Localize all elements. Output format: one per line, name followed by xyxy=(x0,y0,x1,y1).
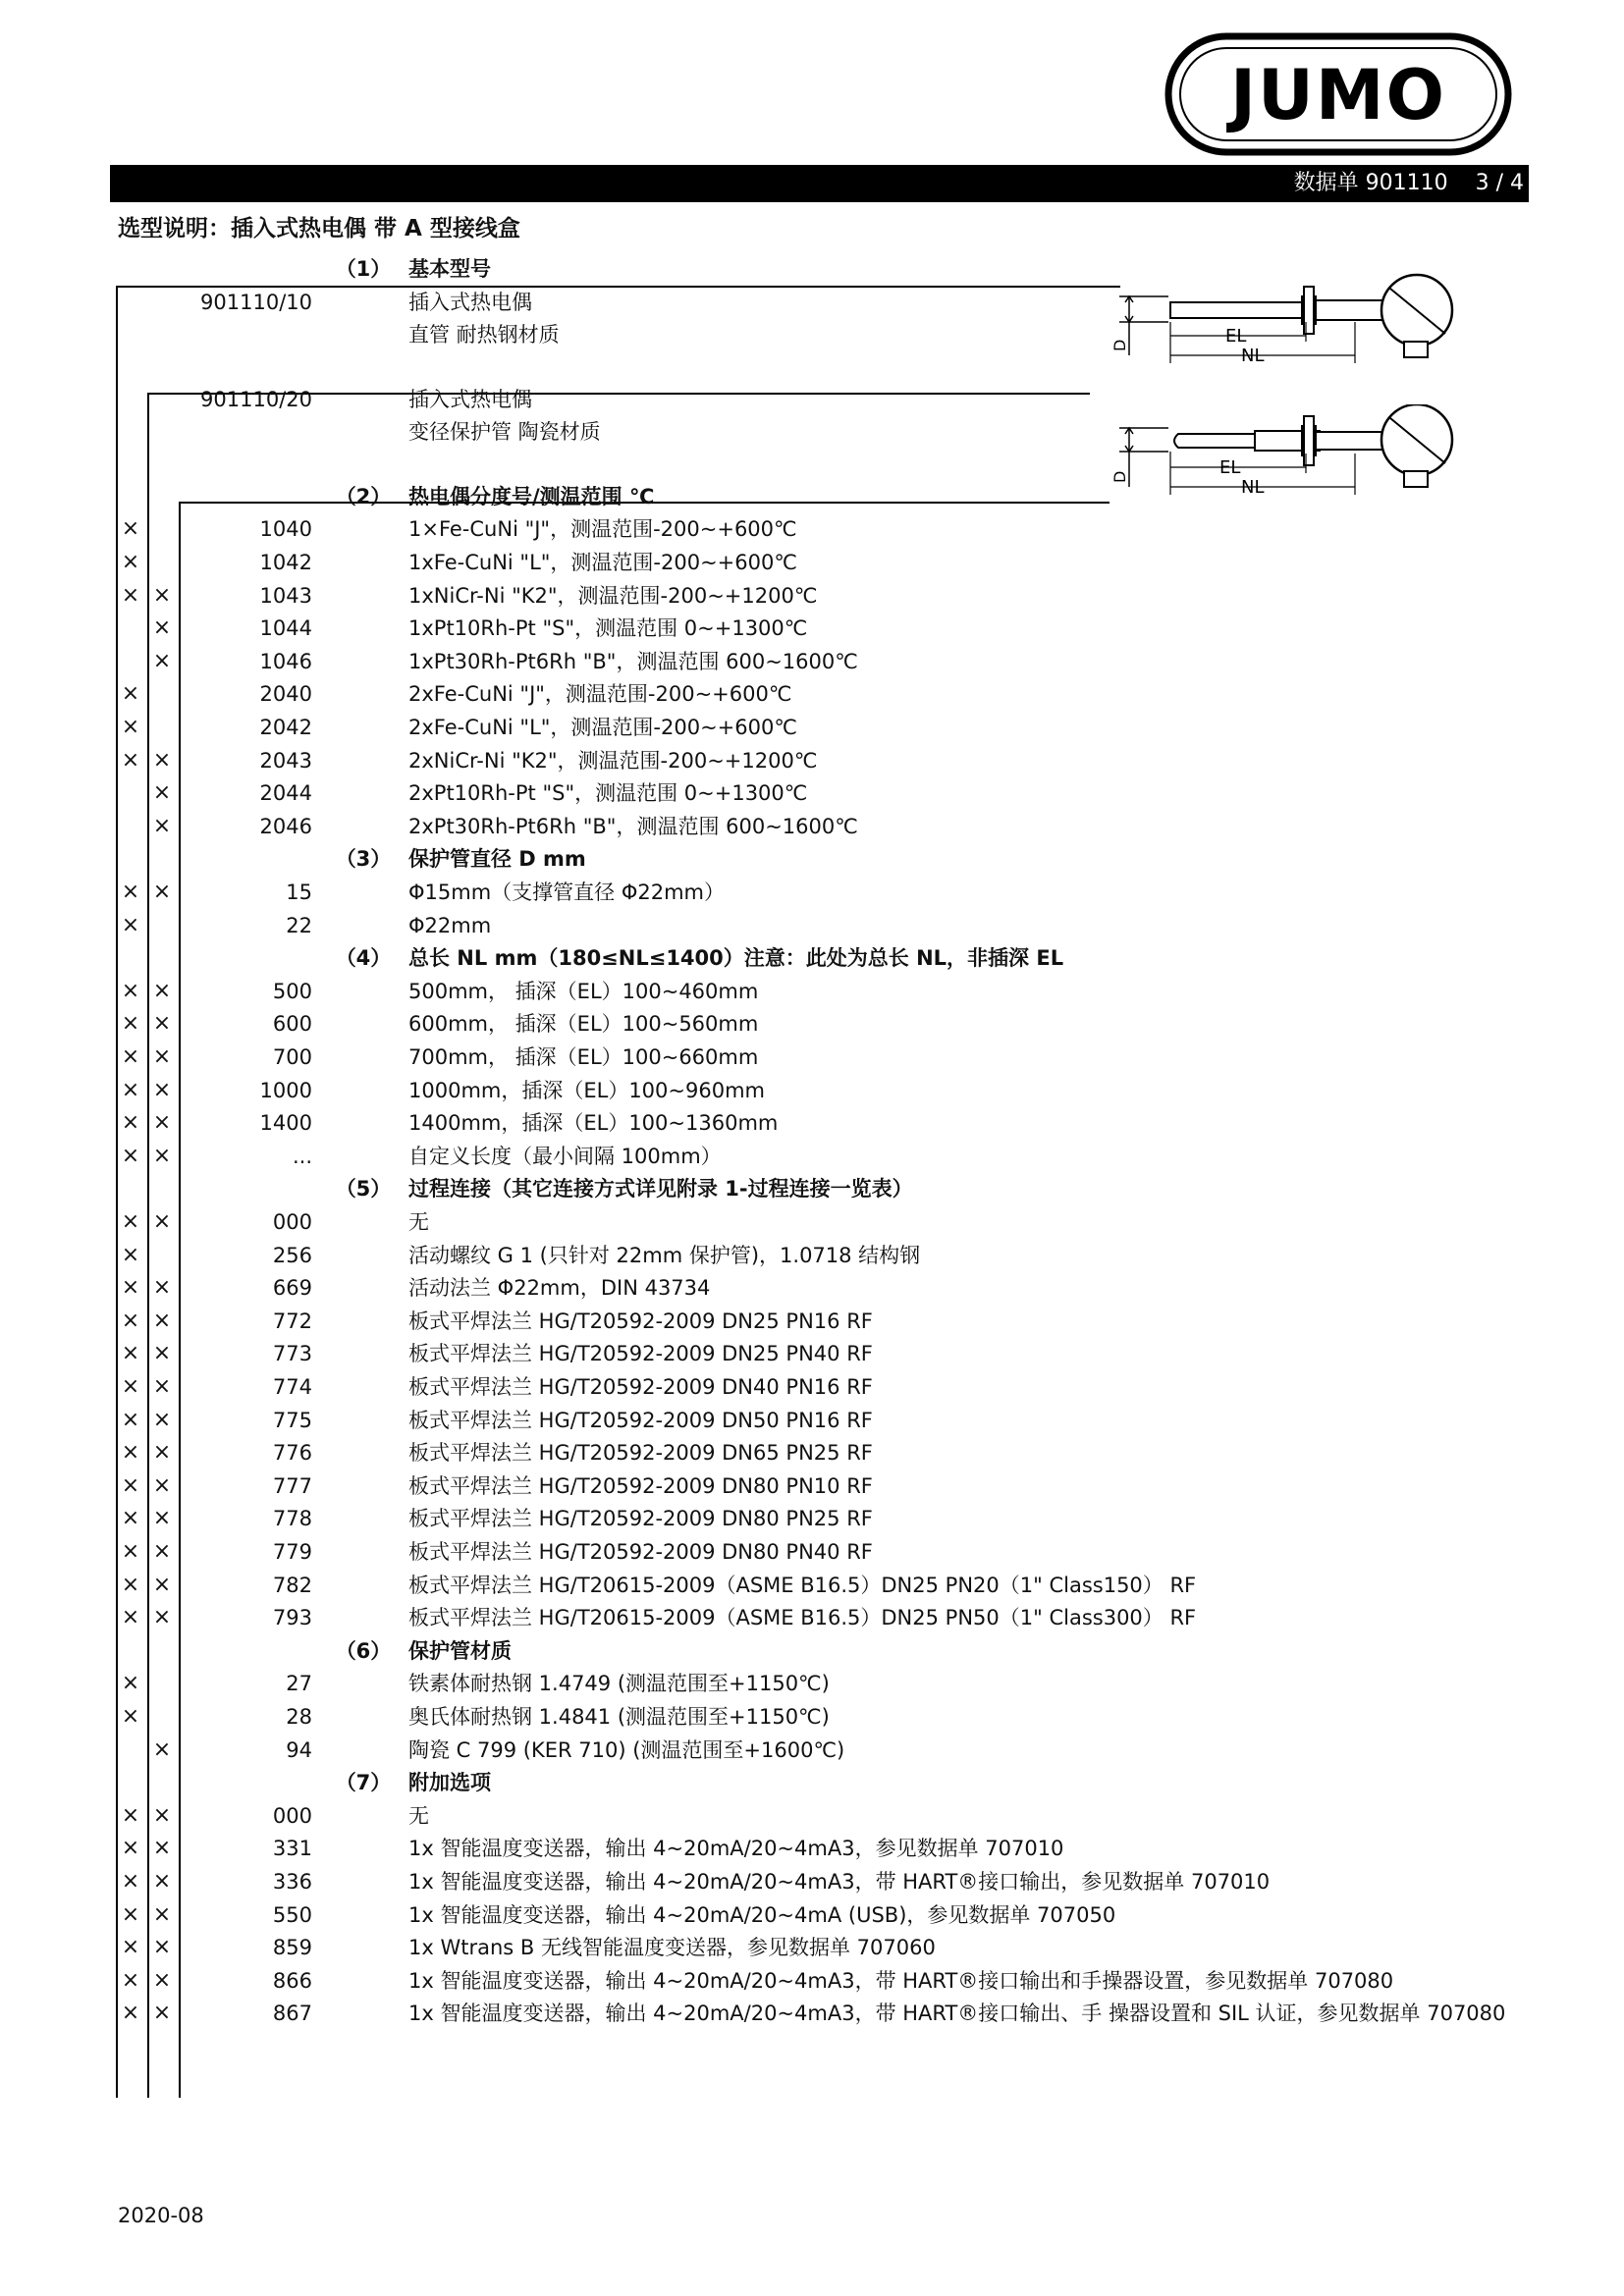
option-code: 777 xyxy=(272,1474,312,1498)
option-code: 866 xyxy=(272,1969,312,1993)
availability-mark-901110-10: × xyxy=(121,1011,140,1036)
availability-mark-901110-10: × xyxy=(121,1308,140,1333)
availability-mark-901110-10: × xyxy=(121,1506,140,1530)
option-row xyxy=(0,318,1624,351)
option-code: 1046 xyxy=(259,650,312,673)
option-description: 1xNiCr-Ni "K2"，测温范围-200~+1200℃ xyxy=(408,584,818,608)
option-code: 000 xyxy=(272,1210,312,1234)
availability-mark-901110-20: × xyxy=(152,1408,172,1432)
option-description: 活动法兰 Φ22mm，DIN 43734 xyxy=(408,1276,711,1300)
option-description: 板式平焊法兰 HG/T20592-2009 DN80 PN10 RF xyxy=(408,1474,873,1498)
option-description: 插入式热电偶 xyxy=(408,388,532,411)
option-code: 600 xyxy=(272,1012,312,1036)
option-code: 2043 xyxy=(259,749,312,773)
option-code: 901110/10 xyxy=(200,291,312,314)
option-description: 板式平焊法兰 HG/T20615-2009（ASME B16.5）DN25 PN50（1" Class300） RF xyxy=(408,1606,1197,1629)
availability-mark-901110-10: × xyxy=(121,748,140,773)
option-code: 1044 xyxy=(259,616,312,640)
option-row xyxy=(0,1239,1624,1272)
option-code: ... xyxy=(292,1145,312,1168)
section-heading-row xyxy=(0,252,1624,286)
option-description: 板式平焊法兰 HG/T20592-2009 DN25 PN16 RF xyxy=(408,1309,873,1333)
availability-mark-901110-20: × xyxy=(152,583,172,608)
jumo-logo xyxy=(1164,32,1512,156)
availability-mark-901110-10: × xyxy=(121,1968,140,1993)
availability-mark-901110-20: × xyxy=(152,780,172,805)
option-row xyxy=(0,1601,1624,1634)
option-description: 1x 智能温度变送器，输出 4~20mA/20~4mA3，参见数据单 707010 xyxy=(408,1837,1064,1860)
option-description: 板式平焊法兰 HG/T20592-2009 DN40 PN16 RF xyxy=(408,1375,873,1399)
option-description: 500mm， 插深（EL）100~460mm xyxy=(408,980,759,1003)
option-row xyxy=(0,677,1624,711)
svg-text:EL: EL xyxy=(1219,457,1241,478)
availability-mark-901110-10: × xyxy=(121,516,140,541)
section-heading: 基本型号 xyxy=(408,257,491,281)
availability-mark-901110-20: × xyxy=(152,1605,172,1629)
availability-mark-901110-20: × xyxy=(152,1144,172,1168)
option-code: 2044 xyxy=(259,781,312,805)
availability-mark-901110-10: × xyxy=(121,1275,140,1300)
option-description: 无 xyxy=(408,1804,429,1828)
option-description: 2xPt10Rh-Pt "S"，测温范围 0~+1300℃ xyxy=(408,781,808,805)
svg-text:NL: NL xyxy=(1241,477,1265,498)
availability-mark-901110-10: × xyxy=(121,1935,140,1959)
option-code: 782 xyxy=(272,1574,312,1597)
section-heading: 附加选项 xyxy=(408,1771,491,1794)
availability-mark-901110-20: × xyxy=(152,1869,172,1894)
availability-mark-901110-20: × xyxy=(152,1011,172,1036)
option-row xyxy=(0,909,1624,942)
availability-mark-901110-10: × xyxy=(121,2001,140,2025)
option-row xyxy=(0,1271,1624,1305)
option-row xyxy=(0,1502,1624,1535)
option-code: 22 xyxy=(286,914,312,937)
option-row xyxy=(0,744,1624,777)
option-code: 500 xyxy=(272,980,312,1003)
option-code: 669 xyxy=(272,1276,312,1300)
logo-text: JUMO xyxy=(1229,55,1447,135)
option-code: 773 xyxy=(272,1342,312,1365)
option-description: 1xPt30Rh-Pt6Rh "B"，测温范围 600~1600℃ xyxy=(408,650,858,673)
option-row xyxy=(0,876,1624,909)
availability-mark-901110-20: × xyxy=(152,1275,172,1300)
section-number: （3） xyxy=(335,847,392,871)
option-description: 1x Wtrans B 无线智能温度变送器，参见数据单 707060 xyxy=(408,1936,936,1959)
availability-mark-901110-10: × xyxy=(121,1671,140,1695)
option-row xyxy=(0,1964,1624,1998)
option-code: 901110/20 xyxy=(200,388,312,411)
option-row xyxy=(0,383,1624,416)
availability-mark-901110-10: × xyxy=(121,1836,140,1860)
option-code: 27 xyxy=(286,1672,312,1695)
option-row xyxy=(0,1140,1624,1173)
availability-mark-901110-20: × xyxy=(152,615,172,640)
option-row xyxy=(0,1041,1624,1074)
option-description: Φ15mm（支撑管直径 Φ22mm） xyxy=(408,881,726,904)
option-code: 776 xyxy=(272,1441,312,1465)
option-row xyxy=(0,645,1624,678)
option-row xyxy=(0,1931,1624,1964)
section-heading: 过程连接（其它连接方式详见附录 1-过程连接一览表） xyxy=(408,1177,913,1201)
option-code: 774 xyxy=(272,1375,312,1399)
option-description: 2xFe-CuNi "L"，测温范围-200~+600℃ xyxy=(408,716,797,739)
option-description: 2xFe-CuNi "J"，测温范围-200~+600℃ xyxy=(408,682,792,706)
availability-mark-901110-10: × xyxy=(121,1078,140,1102)
availability-mark-901110-10: × xyxy=(121,1408,140,1432)
section-heading: 热电偶分度号/测温范围 ℃ xyxy=(408,485,655,508)
option-row xyxy=(0,1832,1624,1865)
option-description: 板式平焊法兰 HG/T20592-2009 DN50 PN16 RF xyxy=(408,1409,873,1432)
option-description: 1x 智能温度变送器，输出 4~20mA/20~4mA3，带 HART®接口输出，参见数据单 707010 xyxy=(408,1870,1271,1894)
availability-mark-901110-10: × xyxy=(121,1473,140,1498)
label-d: D xyxy=(1110,339,1129,351)
option-row xyxy=(0,1074,1624,1107)
option-code: 793 xyxy=(272,1606,312,1629)
section-number: （6） xyxy=(335,1639,392,1663)
availability-mark-901110-20: × xyxy=(152,1935,172,1959)
option-row xyxy=(0,1436,1624,1469)
option-description: 奥氏体耐热钢 1.4841 (测温范围至+1150℃) xyxy=(408,1705,830,1729)
option-row xyxy=(0,1337,1624,1370)
option-row xyxy=(0,1007,1624,1041)
option-code: 778 xyxy=(272,1507,312,1530)
availability-mark-901110-20: × xyxy=(152,1902,172,1927)
option-description: 直管 耐热钢材质 xyxy=(408,323,560,347)
option-description: 1xPt10Rh-Pt "S"，测温范围 0~+1300℃ xyxy=(408,616,808,640)
section-heading-row xyxy=(0,941,1624,975)
document-number: 数据单 901110 3 / 4 xyxy=(1293,171,1524,195)
option-description: 板式平焊法兰 HG/T20592-2009 DN65 PN25 RF xyxy=(408,1441,873,1465)
section-number: （1） xyxy=(335,257,392,281)
option-row xyxy=(0,415,1624,449)
option-description: 2xPt30Rh-Pt6Rh "B"，测温范围 600~1600℃ xyxy=(408,815,858,838)
option-description: 1x 智能温度变送器，输出 4~20mA/20~4mA3，带 HART®接口输出和手操器设置，参见数据单 707080 xyxy=(408,1969,1394,1993)
availability-mark-901110-10: × xyxy=(121,715,140,739)
footer-date: 2020-08 xyxy=(118,2204,204,2227)
availability-mark-901110-10: × xyxy=(121,681,140,706)
option-row xyxy=(0,612,1624,645)
section-number: （5） xyxy=(335,1177,392,1201)
option-row xyxy=(0,1865,1624,1898)
availability-mark-901110-20: × xyxy=(152,1473,172,1498)
option-code: 2046 xyxy=(259,815,312,838)
section-heading: 保护管材质 xyxy=(408,1639,512,1663)
section-heading: 总长 NL mm（180≤NL≤1400）注意：此处为总长 NL，非插深 EL xyxy=(408,946,1064,970)
option-description: 1400mm，插深（EL）100~1360mm xyxy=(408,1111,779,1135)
availability-mark-901110-20: × xyxy=(152,1803,172,1828)
availability-mark-901110-10: × xyxy=(121,979,140,1003)
availability-mark-901110-20: × xyxy=(152,2001,172,2025)
availability-mark-901110-20: × xyxy=(152,748,172,773)
option-description: 变径保护管 陶瓷材质 xyxy=(408,420,601,444)
option-code: 1042 xyxy=(259,551,312,574)
availability-mark-901110-20: × xyxy=(152,979,172,1003)
option-description: 1x 智能温度变送器，输出 4~20mA/20~4mA3，带 HART®接口输出、手 操器设置和 SIL 认证，参见数据单 707080 xyxy=(408,2002,1506,2025)
option-row xyxy=(0,810,1624,843)
availability-mark-901110-10: × xyxy=(121,1440,140,1465)
section-heading-row xyxy=(0,1172,1624,1205)
option-description: 插入式热电偶 xyxy=(408,291,532,314)
option-row xyxy=(0,975,1624,1008)
label-nl: NL xyxy=(1241,346,1265,366)
option-row xyxy=(0,711,1624,744)
option-code: 336 xyxy=(272,1870,312,1894)
option-row xyxy=(0,286,1624,319)
option-code: 1040 xyxy=(259,517,312,541)
option-code: 2042 xyxy=(259,716,312,739)
option-row xyxy=(0,1535,1624,1569)
availability-mark-901110-20: × xyxy=(152,1341,172,1365)
availability-mark-901110-20: × xyxy=(152,1968,172,1993)
option-code: 15 xyxy=(286,881,312,904)
option-code: 1000 xyxy=(259,1079,312,1102)
option-code: 859 xyxy=(272,1936,312,1959)
option-row xyxy=(0,1205,1624,1239)
option-description: 板式平焊法兰 HG/T20592-2009 DN80 PN25 RF xyxy=(408,1507,873,1530)
option-description: Φ22mm xyxy=(408,914,492,937)
availability-mark-901110-10: × xyxy=(121,1573,140,1597)
availability-mark-901110-10: × xyxy=(121,1374,140,1399)
availability-mark-901110-10: × xyxy=(121,1704,140,1729)
option-row xyxy=(0,512,1624,546)
option-code: 700 xyxy=(272,1045,312,1069)
option-row xyxy=(0,776,1624,810)
availability-mark-901110-20: × xyxy=(152,1110,172,1135)
option-code: 331 xyxy=(272,1837,312,1860)
availability-mark-901110-20: × xyxy=(152,1078,172,1102)
availability-mark-901110-20: × xyxy=(152,1573,172,1597)
option-description: 1x 智能温度变送器，输出 4~20mA/20~4mA (USB)，参见数据单 707050 xyxy=(408,1903,1116,1927)
option-row xyxy=(0,546,1624,579)
label-el: EL xyxy=(1225,326,1247,347)
option-description: 陶瓷 C 799 (KER 710) (测温范围至+1600℃) xyxy=(408,1738,845,1762)
section-heading-row xyxy=(0,1634,1624,1668)
option-row xyxy=(0,1700,1624,1734)
section-heading-row xyxy=(0,1766,1624,1799)
availability-mark-901110-20: × xyxy=(152,1308,172,1333)
option-description: 自定义长度（最小间隔 100mm） xyxy=(408,1145,722,1168)
section-number: （2） xyxy=(335,485,392,508)
availability-mark-901110-10: × xyxy=(121,1144,140,1168)
availability-mark-901110-20: × xyxy=(152,1737,172,1762)
option-code: 867 xyxy=(272,2002,312,2025)
section-heading-row xyxy=(0,842,1624,876)
availability-mark-901110-10: × xyxy=(121,550,140,574)
option-code: 256 xyxy=(272,1244,312,1267)
option-row xyxy=(0,1799,1624,1833)
availability-mark-901110-20: × xyxy=(152,1440,172,1465)
option-row xyxy=(0,1370,1624,1404)
option-description: 1000mm，插深（EL）100~960mm xyxy=(408,1079,765,1102)
availability-mark-901110-20: × xyxy=(152,1836,172,1860)
option-row xyxy=(0,1734,1624,1767)
section-title: 选型说明：插入式热电偶 带 A 型接线盒 xyxy=(118,216,520,241)
option-description: 板式平焊法兰 HG/T20592-2009 DN25 PN40 RF xyxy=(408,1342,873,1365)
option-row xyxy=(0,579,1624,613)
option-description: 700mm， 插深（EL）100~660mm xyxy=(408,1045,759,1069)
option-row xyxy=(0,1667,1624,1700)
option-row xyxy=(0,1997,1624,2063)
availability-mark-901110-10: × xyxy=(121,1243,140,1267)
section-heading: 保护管直径 D mm xyxy=(408,847,586,871)
availability-mark-901110-10: × xyxy=(121,1110,140,1135)
option-row xyxy=(0,1106,1624,1140)
option-code: 2040 xyxy=(259,682,312,706)
option-description: 600mm， 插深（EL）100~560mm xyxy=(408,1012,759,1036)
option-row xyxy=(0,1404,1624,1437)
option-code: 775 xyxy=(272,1409,312,1432)
availability-mark-901110-20: × xyxy=(152,1539,172,1564)
option-code: 1043 xyxy=(259,584,312,608)
availability-mark-901110-20: × xyxy=(152,649,172,673)
availability-mark-901110-20: × xyxy=(152,880,172,904)
option-row xyxy=(0,1898,1624,1932)
availability-mark-901110-20: × xyxy=(152,814,172,838)
availability-mark-901110-10: × xyxy=(121,1869,140,1894)
option-description: 板式平焊法兰 HG/T20615-2009（ASME B16.5）DN25 PN20（1" Class150） RF xyxy=(408,1574,1197,1597)
option-description: 1×Fe-CuNi "J"，测温范围-200~+600℃ xyxy=(408,517,797,541)
availability-mark-901110-10: × xyxy=(121,1803,140,1828)
section-number: （4） xyxy=(335,946,392,970)
availability-mark-901110-20: × xyxy=(152,1506,172,1530)
availability-mark-901110-10: × xyxy=(121,583,140,608)
availability-mark-901110-10: × xyxy=(121,913,140,937)
availability-mark-901110-10: × xyxy=(121,880,140,904)
availability-mark-901110-10: × xyxy=(121,1902,140,1927)
option-code: 1400 xyxy=(259,1111,312,1135)
option-code: 550 xyxy=(272,1903,312,1927)
section-heading-row xyxy=(0,480,1624,513)
availability-mark-901110-10: × xyxy=(121,1044,140,1069)
option-code: 94 xyxy=(286,1738,312,1762)
availability-mark-901110-10: × xyxy=(121,1209,140,1234)
option-code: 779 xyxy=(272,1540,312,1564)
availability-mark-901110-20: × xyxy=(152,1374,172,1399)
option-row xyxy=(0,1469,1624,1503)
option-code: 772 xyxy=(272,1309,312,1333)
option-description: 1xFe-CuNi "L"，测温范围-200~+600℃ xyxy=(408,551,797,574)
option-description: 2xNiCr-Ni "K2"，测温范围-200~+1200℃ xyxy=(408,749,818,773)
availability-mark-901110-10: × xyxy=(121,1539,140,1564)
option-row xyxy=(0,1569,1624,1602)
option-code: 000 xyxy=(272,1804,312,1828)
option-description: 铁素体耐热钢 1.4749 (测温范围至+1150℃) xyxy=(408,1672,830,1695)
availability-mark-901110-10: × xyxy=(121,1605,140,1629)
availability-mark-901110-20: × xyxy=(152,1209,172,1234)
svg-text:D: D xyxy=(1110,470,1129,483)
availability-mark-901110-10: × xyxy=(121,1341,140,1365)
option-description: 无 xyxy=(408,1210,429,1234)
option-description: 板式平焊法兰 HG/T20592-2009 DN80 PN40 RF xyxy=(408,1540,873,1564)
availability-mark-901110-20: × xyxy=(152,1044,172,1069)
option-row xyxy=(0,1305,1624,1338)
option-description: 活动螺纹 G 1 (只针对 22mm 保护管)，1.0718 结构钢 xyxy=(408,1244,921,1267)
section-number: （7） xyxy=(335,1771,392,1794)
option-code: 28 xyxy=(286,1705,312,1729)
